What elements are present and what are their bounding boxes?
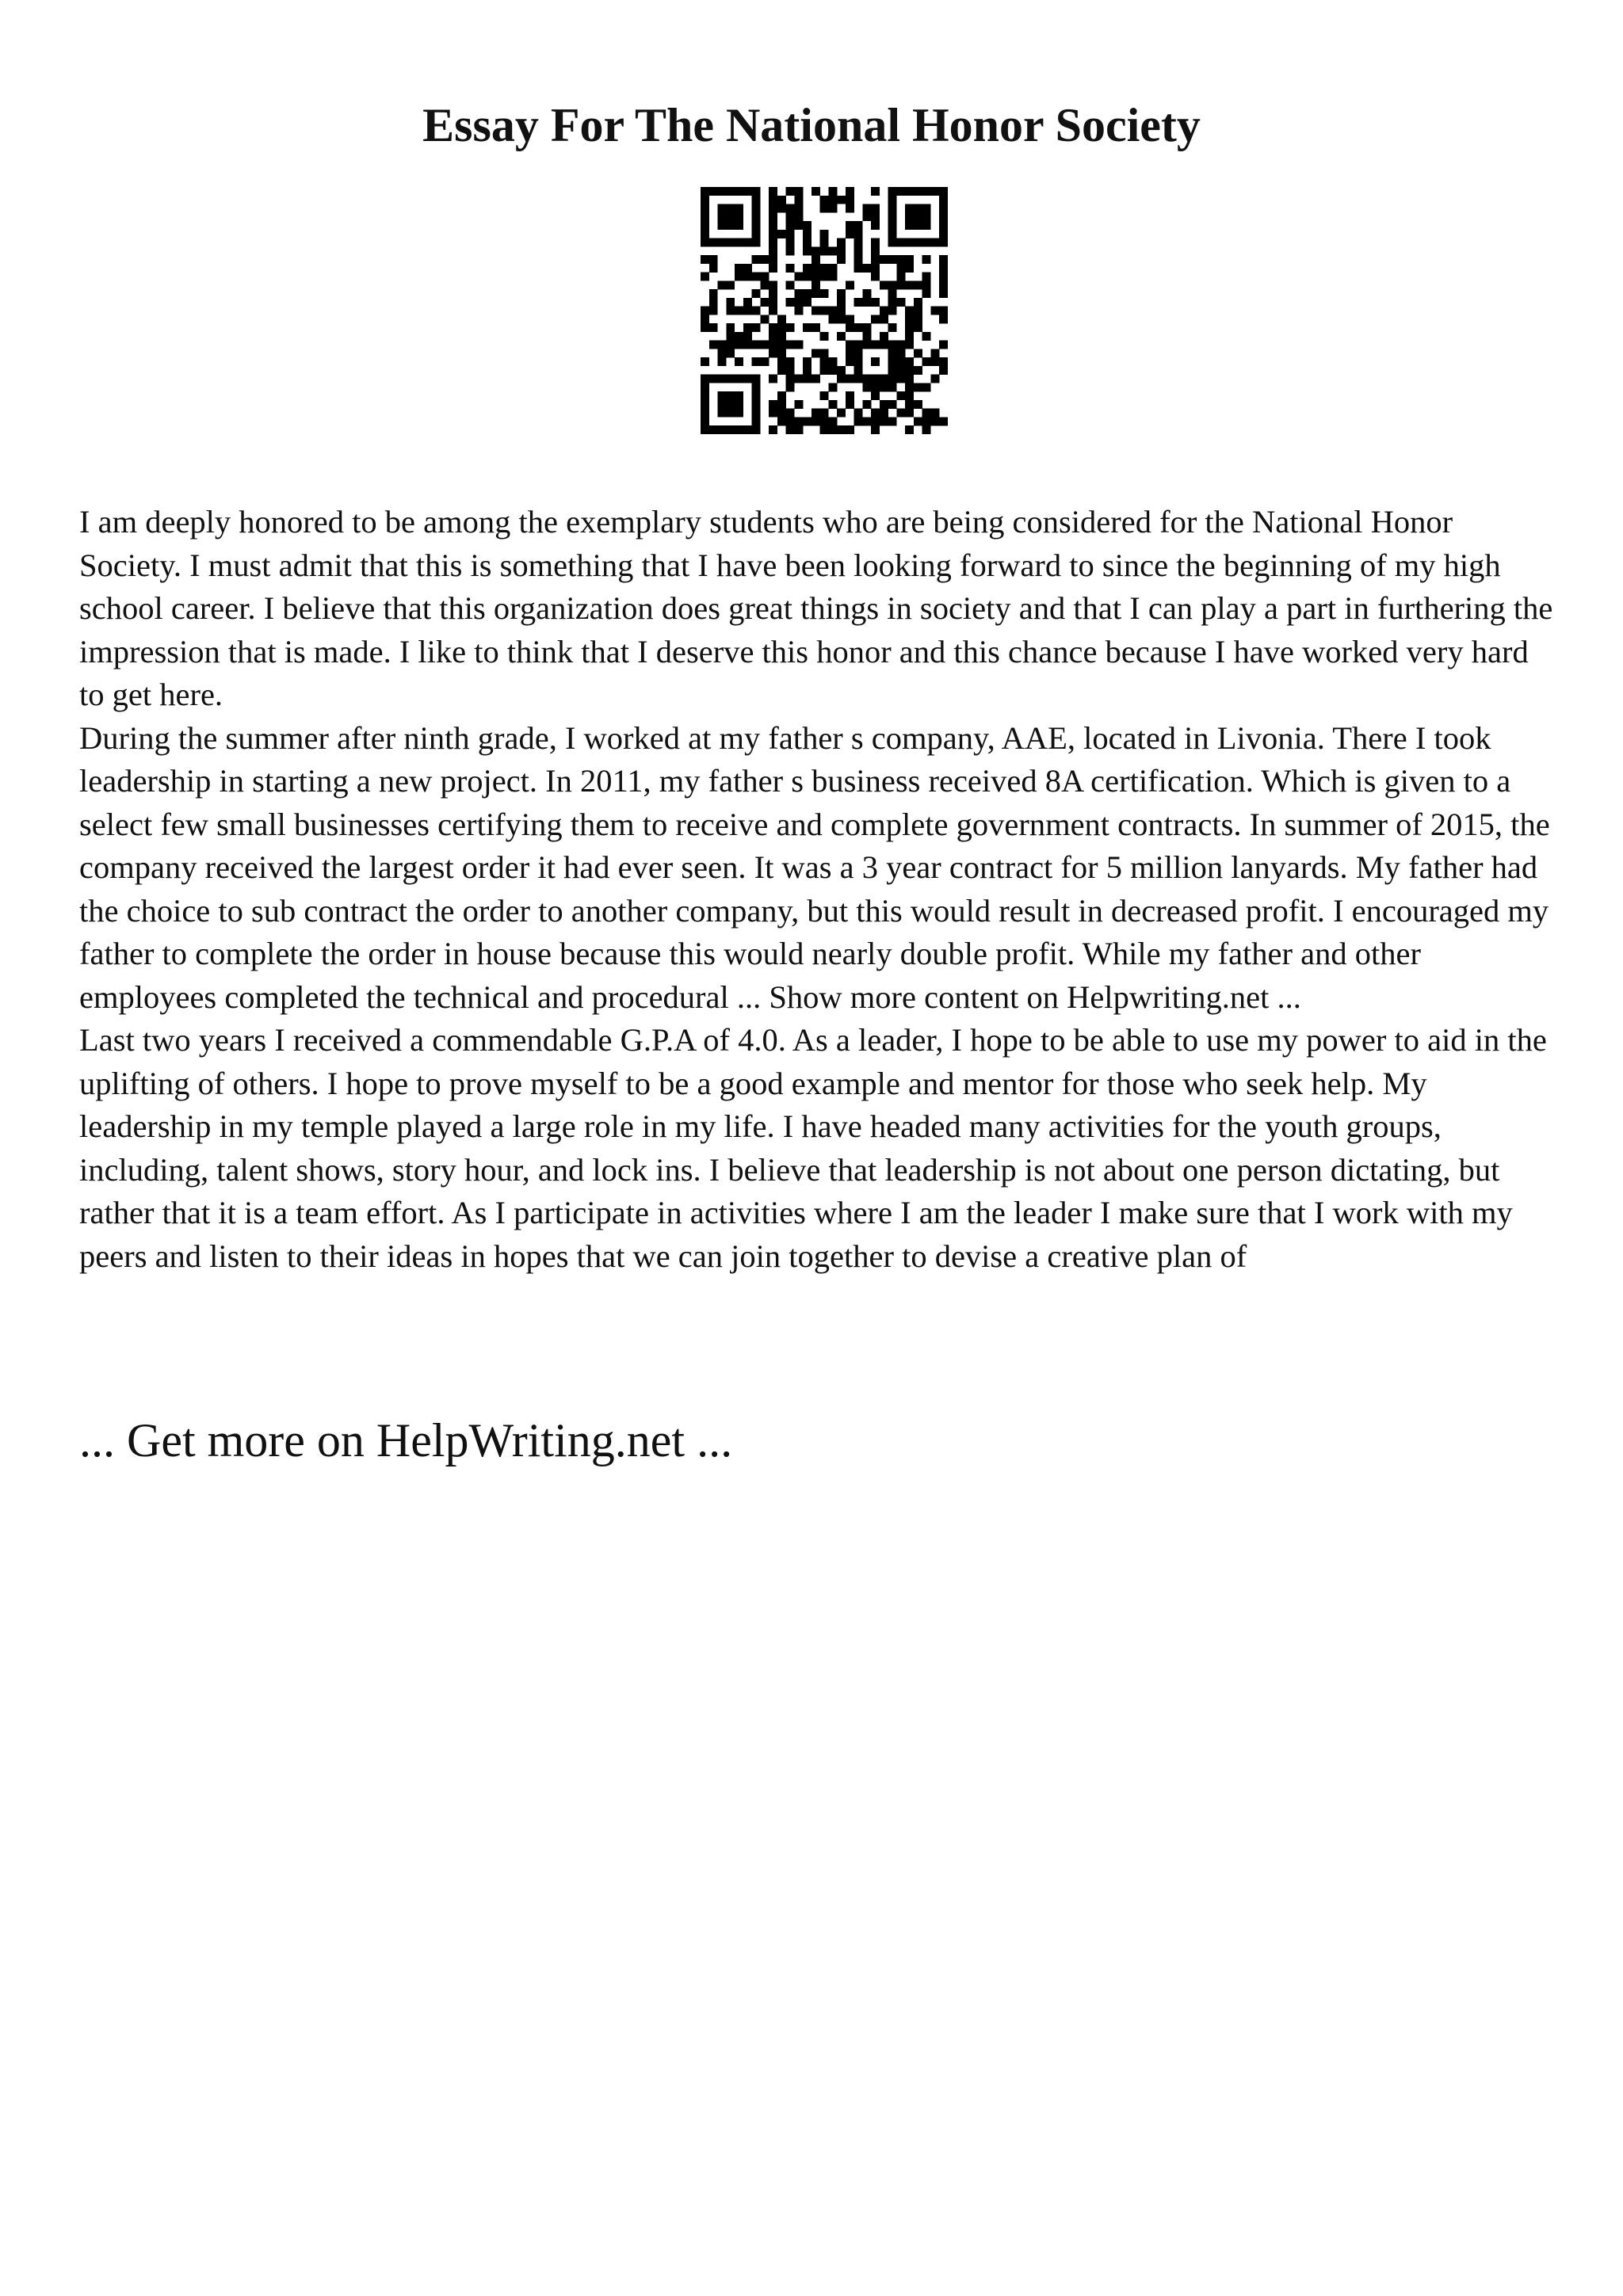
- essay-body: [79, 501, 1553, 1278]
- get-more-link[interactable]: ... Get more on HelpWriting.net ...: [79, 1414, 733, 1466]
- paragraph-experience: During the summer after ninth grade, I worked at my father s company, AAE, located in Livonia. There I took leadership in starting a new project. In 2011, my father s business received 8A certification. Which is given to a select few small businesses certifying them to receive and complete government contracts. In summer of 2015, the company received the largest order it had ever seen. It was a 3 year contract for 5 million lanyards. My father had the choice to sub contract the order to another company, but this would result in decreased profit. I encouraged my father to complete the order in house because this would nearly double profit. While my father and other employees completed the technical and procedural ... Show more content on Helpwriting.net ...: [79, 719, 1550, 1015]
- page-title: Essay For The National Honor Society: [422, 99, 1201, 151]
- paragraph-leadership: Last two years I received a commendable G.P.A of 4.0. As a leader, I hope to be able to use my power to aid in the uplifting of others. I hope to prove myself to be a good example and mentor for those who seek help. My leadership in my temple played a large role in my life. I have headed many activities for the youth groups, including, talent shows, story hour, and lock ins. I believe that leadership is not about one person dictating, but rather that it is a team effort. As I participate in activities where I am the leader I make sure that I work with my peers and listen to their ideas in hopes that we can join together to devise a creative plan of: [79, 1022, 1547, 1274]
- qr-code-icon: [701, 187, 948, 434]
- paragraph-intro: I am deeply honored to be among the exemplary students who are being considered for the National Honor Society. I must admit that this is something that I have been looking forward to since the beginning of my high school career. I believe that this organization does great things in society and that I can play a part in furthering the impression that is made. I like to think that I deserve this honor and this chance because I have worked very hard to get here.: [79, 504, 1553, 712]
